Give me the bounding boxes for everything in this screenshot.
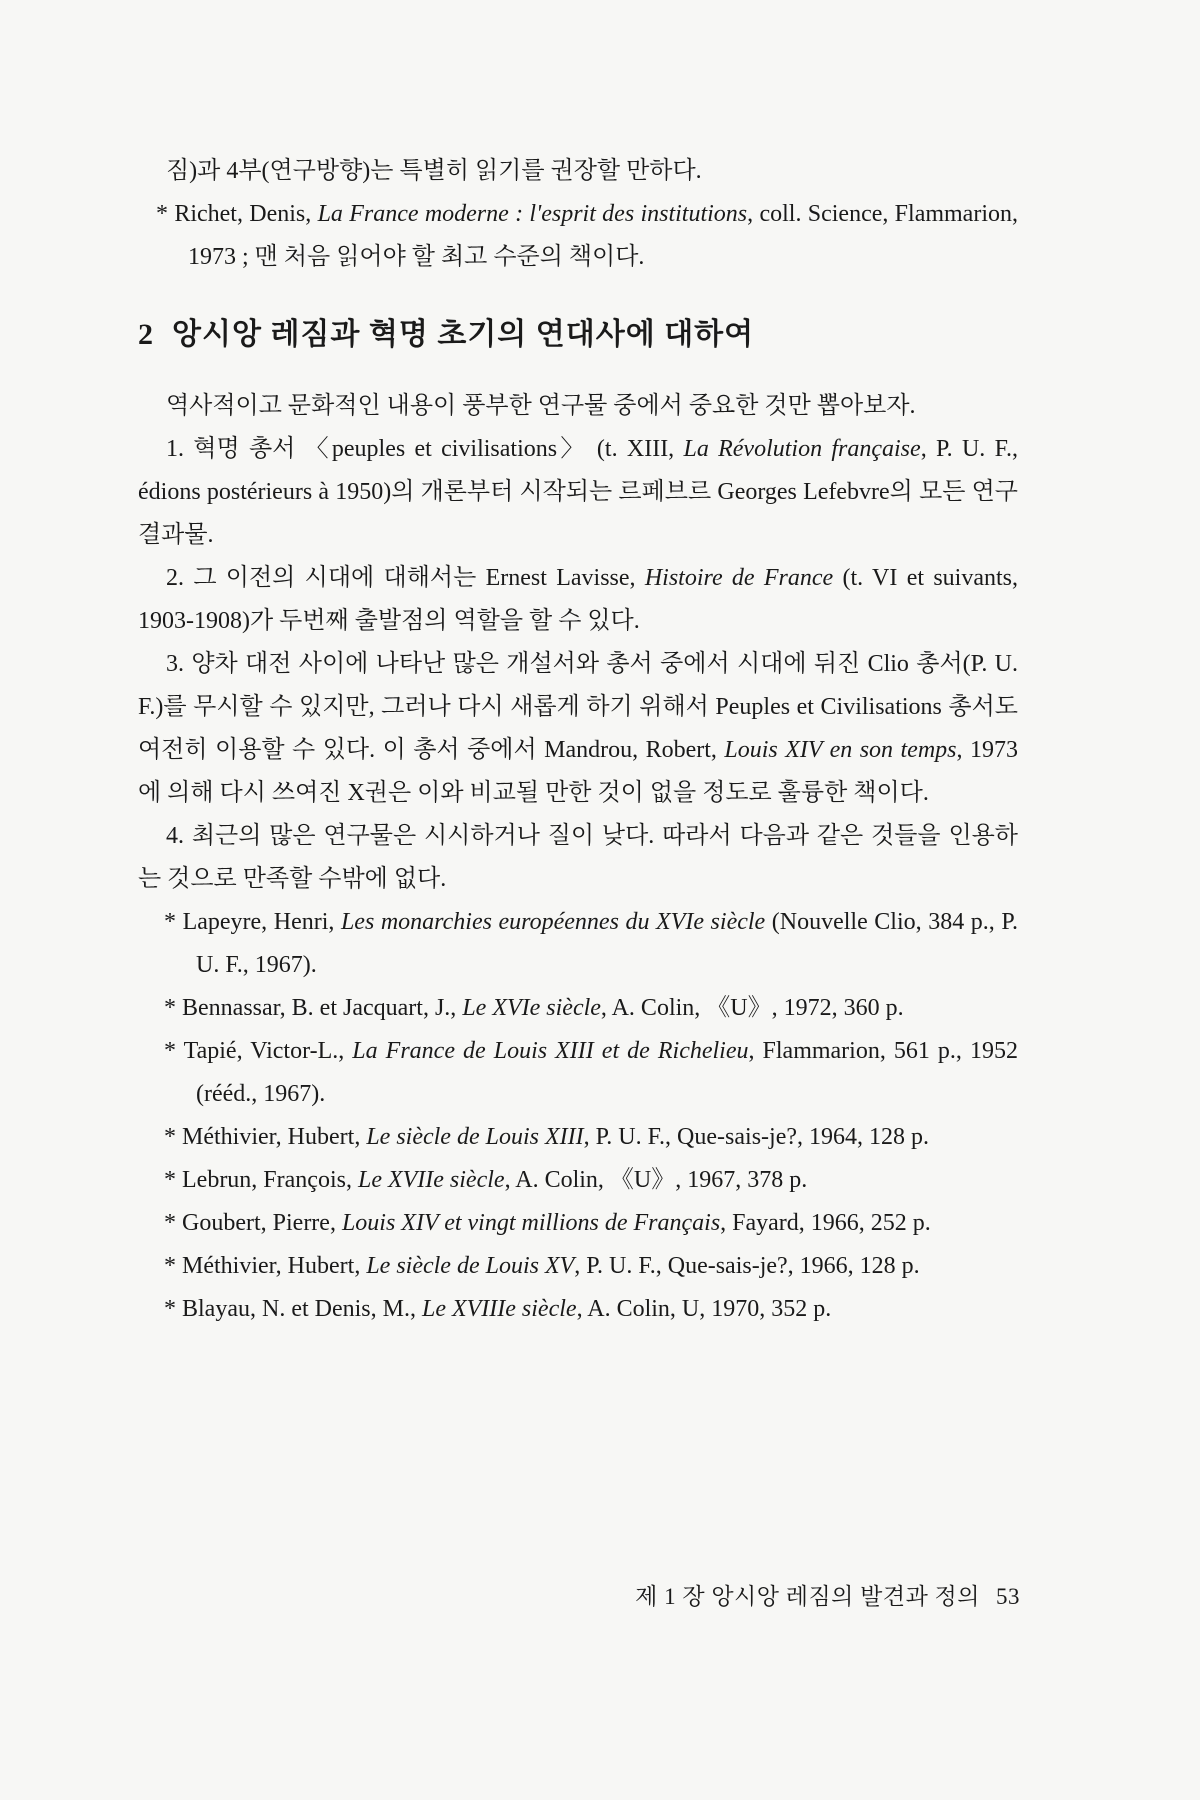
bullet-star: *: [164, 1124, 176, 1150]
item-title: Louis XIV en son temps: [724, 737, 957, 763]
item-title: La Révolution française: [683, 436, 921, 462]
section-number: 2: [138, 318, 154, 351]
item-text: 3. 양차 대전 사이에 나타난 많은 개설서와 총서 중에서 시대에 뒤진 Clio 총서(P. U. F.)를 무시할 수 있지만, 그러나 다시 새롭게 하기 위해서 Peuples et Civilisations 총서도 여전히 이용할 수 있다. 이 총서 중에서 Mandrou, Robert,: [138, 651, 1018, 763]
ref-author: Lapeyre, Henri,: [182, 909, 341, 935]
ref-title: Louis XIV et vingt millions de Français: [341, 1210, 721, 1236]
ref-details: , Fayard, 1966, 252 p.: [720, 1210, 931, 1236]
ref-details: , A. Colin, 《U》, 1972, 360 p.: [600, 995, 904, 1021]
bullet-star: *: [164, 1038, 176, 1064]
reference-item: [138, 901, 1018, 987]
item-text: , P. U. F., édions postérieurs à 1950)의 개론부터 시작되는 르페브르 Georges Lefebvre의 모든 연구결과물.: [138, 436, 1018, 548]
bullet-star: *: [164, 1167, 176, 1193]
reference-item: [138, 1116, 1018, 1159]
ref-author: Méthivier, Hubert,: [182, 1124, 367, 1150]
ref-title: Le siècle de Louis XV: [366, 1253, 575, 1279]
ref-title: Le XVIe siècle: [462, 995, 601, 1021]
bullet-star: *: [164, 1210, 176, 1236]
ref-details: , A. Colin, 《U》, 1967, 378 p.: [504, 1167, 808, 1193]
ref-details: , P. U. F., Que-sais-je?, 1966, 128 p.: [574, 1253, 920, 1279]
item-text: (t. VI et suivants, 1903-1908)가 두번째 출발점의 역할을 할 수 있다.: [138, 565, 1018, 634]
list-item-2: [138, 557, 1018, 643]
ref-author: Tapié, Victor-L.,: [183, 1038, 353, 1064]
item-title: Histoire de France: [644, 565, 834, 591]
ref-author: Goubert, Pierre,: [182, 1210, 342, 1236]
list-item-1: [138, 428, 1018, 557]
page-footer: [635, 1578, 1020, 1611]
ref-details: (Nouvelle Clio, 384 p., P. U. F., 1967).: [196, 909, 1019, 978]
ref-details: , P. U. F., Que-sais-je?, 1964, 128 p.: [583, 1124, 929, 1150]
reference-richet: [138, 193, 1018, 279]
list-item-3: [138, 643, 1018, 815]
intro-paragraph: 역사적이고 문화적인 내용이 풍부한 연구물 중에서 중요한 것만 뽑아보자.: [166, 393, 916, 419]
reference-item: [138, 987, 1018, 1030]
ref-title: La France moderne : l'esprit des institutions: [317, 201, 748, 227]
reference-item: [138, 1245, 1018, 1288]
ref-title: La France de Louis XIII et de Richelieu: [352, 1038, 749, 1064]
ref-title: Le XVIIe siècle: [357, 1167, 505, 1193]
ref-title: Les monarchies européennes du XVIe siècle: [340, 909, 766, 935]
body-text: [138, 150, 1018, 1331]
reference-item: [138, 1159, 1018, 1202]
running-chapter-title: 제 1 장 앙시앙 레짐의 발견과 정의: [635, 1584, 980, 1609]
reference-list: [138, 901, 1018, 1331]
ref-details: , coll. Science, Flammarion, 1973 ; 맨 처음 읽어야 할 최고 수준의 책이다.: [188, 201, 1018, 270]
list-item-4: 4. 최근의 많은 연구물은 시시하거나 질이 낮다. 따라서 다음과 같은 것들을 인용하는 것으로 만족할 수밖에 없다.: [138, 823, 1018, 892]
section-heading: [138, 315, 1018, 355]
page-number: 53: [996, 1584, 1020, 1609]
item-text: 2. 그 이전의 시대에 대해서는 Ernest Lavisse,: [166, 565, 645, 591]
ref-details: , Flammarion, 561 p., 1952 (rééd., 1967).: [196, 1038, 1018, 1107]
reference-item: [138, 1030, 1018, 1116]
bullet-star: *: [164, 1253, 176, 1279]
bullet-star: *: [164, 995, 176, 1021]
bullet-star: *: [164, 1296, 176, 1322]
ref-details: , A. Colin, U, 1970, 352 p.: [576, 1296, 832, 1322]
bullet-star: *: [164, 909, 176, 935]
ref-author: Lebrun, François,: [182, 1167, 358, 1193]
ref-title: Le XVIIIe siècle: [421, 1296, 577, 1322]
ref-author: Richet, Denis,: [174, 201, 318, 227]
ref-author: Blayau, N. et Denis, M.,: [182, 1296, 422, 1322]
ref-author: Bennassar, B. et Jacquart, J.,: [182, 995, 463, 1021]
bullet-star: *: [156, 201, 168, 227]
section-title: 앙시앙 레짐과 혁명 초기의 연대사에 대하여: [172, 318, 755, 351]
ref-author: Méthivier, Hubert,: [182, 1253, 367, 1279]
reference-item: [138, 1202, 1018, 1245]
ref-title: Le siècle de Louis XIII: [366, 1124, 584, 1150]
item-text: 1. 혁명 총서 〈peuples et civilisations〉 (t. XIII,: [166, 436, 684, 462]
reference-item: [138, 1288, 1018, 1331]
continuation-line: 짐)과 4부(연구방향)는 특별히 읽기를 권장할 만하다.: [166, 158, 702, 184]
item-text: , 1973에 의해 다시 쓰여진 X권은 이와 비교될 만한 것이 없을 정도로 훌륭한 책이다.: [138, 737, 1018, 806]
